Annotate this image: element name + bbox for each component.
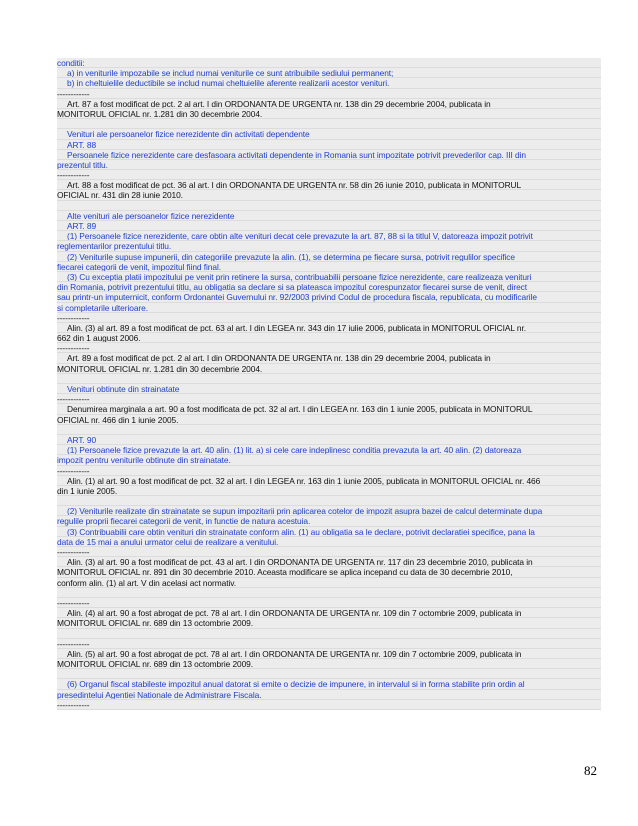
text-line: OFICIAL nr. 466 din 1 iunie 2005.: [57, 415, 601, 425]
text-line: regulile proprii fiecarei categorii de venit, in functie de natura acestuia.: [57, 516, 601, 526]
text-line: Venituri obtinute din strainatate: [57, 384, 601, 394]
text-line: reglementarilor prezentului titlu.: [57, 241, 601, 251]
text-line: sau printr-un imputernicit, conform Ordonantei Guvernului nr. 92/2003 privind Codul de procedura fiscala, republicata, cu modificarile: [57, 292, 601, 302]
separator-line: ------------: [57, 466, 601, 476]
page-number: 82: [584, 763, 597, 778]
text-line: Alin. (5) al art. 90 a fost abrogat de pct. 78 al art. I din ORDONANTA DE URGENTA nr. 109 din 7 octombrie 2009, publicata in: [57, 649, 601, 659]
text-line: si completarile ulterioare.: [57, 303, 601, 313]
text-line: (3) Contribuabilii care obtin venituri din strainatate conform alin. (1) au obligatia sa le declare, potrivit declaratiei specifice, pana la: [57, 527, 601, 537]
text-line: (6) Organul fiscal stabileste impozitul anual datorat si emite o decizie de impunere, in intervalul si in forma stabilite prin ordin al: [57, 679, 601, 689]
text-line: (1) Persoanele fizice prevazute la art. 40 alin. (1) lit. a) si cele care indeplinesc conditia prevazuta la art. 40 alin. (2) datoreaza: [57, 445, 601, 455]
text-line: Venituri ale persoanelor fizice nerezidente din activitati dependente: [57, 129, 601, 139]
text-line: prezentul titlu.: [57, 160, 601, 170]
separator-line: ------------: [57, 639, 601, 649]
text-line: Art. 87 a fost modificat de pct. 2 al art. I din ORDONANTA DE URGENTA nr. 138 din 29 decembrie 2004, publicata in: [57, 99, 601, 109]
text-line: (3) Cu exceptia platii impozitului pe venit prin retinere la sursa, contribuabilii persoane fizice nerezidente, care realizeaza venituri: [57, 272, 601, 282]
text-line: MONITORUL OFICIAL nr. 689 din 13 octombrie 2009.: [57, 659, 601, 669]
text-line: impozit pentru veniturile obtinute din strainatate.: [57, 455, 601, 465]
text-line: OFICIAL nr. 431 din 28 iunie 2010.: [57, 190, 601, 200]
text-line: MONITORUL OFICIAL nr. 689 din 13 octombrie 2009.: [57, 618, 601, 628]
blank-line: [57, 425, 601, 435]
text-line: fiecarei categorii de venit, impozitul fiind final.: [57, 262, 601, 272]
text-line: din Romania, potrivit prezentului titlu, au obligatia sa declare si sa plateasca impozitul corespunzator fiecarei surse de venit, direct: [57, 282, 601, 292]
separator-line: ------------: [57, 700, 601, 710]
separator-line: ------------: [57, 313, 601, 323]
text-line: Alin. (4) al art. 90 a fost abrogat de pct. 78 al art. I din ORDONANTA DE URGENTA nr. 109 din 7 octombrie 2009, publicata in: [57, 608, 601, 618]
text-line: din 1 iunie 2005.: [57, 486, 601, 496]
text-line: Denumirea marginala a art. 90 a fost modificata de pct. 32 al art. I din LEGEA nr. 163 din 1 iunie 2005, publicata in MONITORUL: [57, 404, 601, 414]
separator-line: ------------: [57, 89, 601, 99]
blank-line: [57, 588, 601, 598]
text-line: Alin. (1) al art. 90 a fost modificat de pct. 32 al art. I din LEGEA nr. 163 din 1 iunie 2005, publicata in MONITORUL OFICIAL nr. 466: [57, 476, 601, 486]
blank-line: [57, 119, 601, 129]
text-line: conform alin. (1) al art. V din acelasi act normativ.: [57, 578, 601, 588]
blank-line: [57, 201, 601, 211]
text-line: MONITORUL OFICIAL nr. 1.281 din 30 decembrie 2004.: [57, 109, 601, 119]
blank-line: [57, 496, 601, 506]
text-line: a) in veniturile impozabile se includ numai veniturile ce sunt atribuibile sediului permanent;: [57, 68, 601, 78]
text-line: ART. 88: [57, 140, 601, 150]
text-line: 662 din 1 august 2006.: [57, 333, 601, 343]
text-line: Alte venituri ale persoanelor fizice nerezidente: [57, 211, 601, 221]
text-line: data de 15 mai a anului urmator celui de realizare a venitului.: [57, 537, 601, 547]
separator-line: ------------: [57, 394, 601, 404]
separator-line: ------------: [57, 547, 601, 557]
text-line: MONITORUL OFICIAL nr. 891 din 30 decembrie 2010. Aceasta modificare se aplica incepand cu data de 30 decembrie 2010,: [57, 567, 601, 577]
text-line: (2) Veniturile supuse impunerii, din categoriile prevazute la alin. (1), se determina pe fiecare sursa, potrivit regulilor specifice: [57, 252, 601, 262]
separator-line: ------------: [57, 343, 601, 353]
text-line: b) in cheltuielile deductibile se includ numai cheltuielile aferente realizarii acestor venituri.: [57, 78, 601, 88]
text-line: ART. 90: [57, 435, 601, 445]
text-line: (2) Veniturile realizate din strainatate se supun impozitarii prin aplicarea cotelor de impozit asupra bazei de calcul determinate dupa: [57, 506, 601, 516]
blank-line: [57, 669, 601, 679]
blank-line: [57, 629, 601, 639]
text-line: Persoanele fizice nerezidente care desfasoara activitati dependente in Romania sunt impozitate potrivit prevederilor cap. III din: [57, 150, 601, 160]
text-line: Art. 88 a fost modificat de pct. 36 al art. I din ORDONANTA DE URGENTA nr. 58 din 26 iunie 2010, publicata in MONITORUL: [57, 180, 601, 190]
separator-line: ------------: [57, 170, 601, 180]
text-line: presedintelui Agentiei Nationale de Administrare Fiscala.: [57, 690, 601, 700]
text-line: (1) Persoanele fizice nerezidente, care obtin alte venituri decat cele prevazute la art. 87, 88 si la titlul V, datoreaza impozit potrivit: [57, 231, 601, 241]
text-line: Alin. (3) al art. 89 a fost modificat de pct. 63 al art. I din LEGEA nr. 343 din 17 iulie 2006, publicata in MONITORUL OFICIAL nr.: [57, 323, 601, 333]
blank-line: [57, 374, 601, 384]
separator-line: ------------: [57, 598, 601, 608]
document-body: [57, 58, 601, 710]
text-line: Alin. (3) al art. 90 a fost modificat de pct. 43 al art. I din ORDONANTA DE URGENTA nr. 117 din 23 decembrie 2010, publicata in: [57, 557, 601, 567]
text-line: conditii:: [57, 58, 601, 68]
text-line: MONITORUL OFICIAL nr. 1.281 din 30 decembrie 2004.: [57, 364, 601, 374]
text-line: Art. 89 a fost modificat de pct. 2 al art. I din ORDONANTA DE URGENTA nr. 138 din 29 decembrie 2004, publicata in: [57, 353, 601, 363]
text-line: ART. 89: [57, 221, 601, 231]
